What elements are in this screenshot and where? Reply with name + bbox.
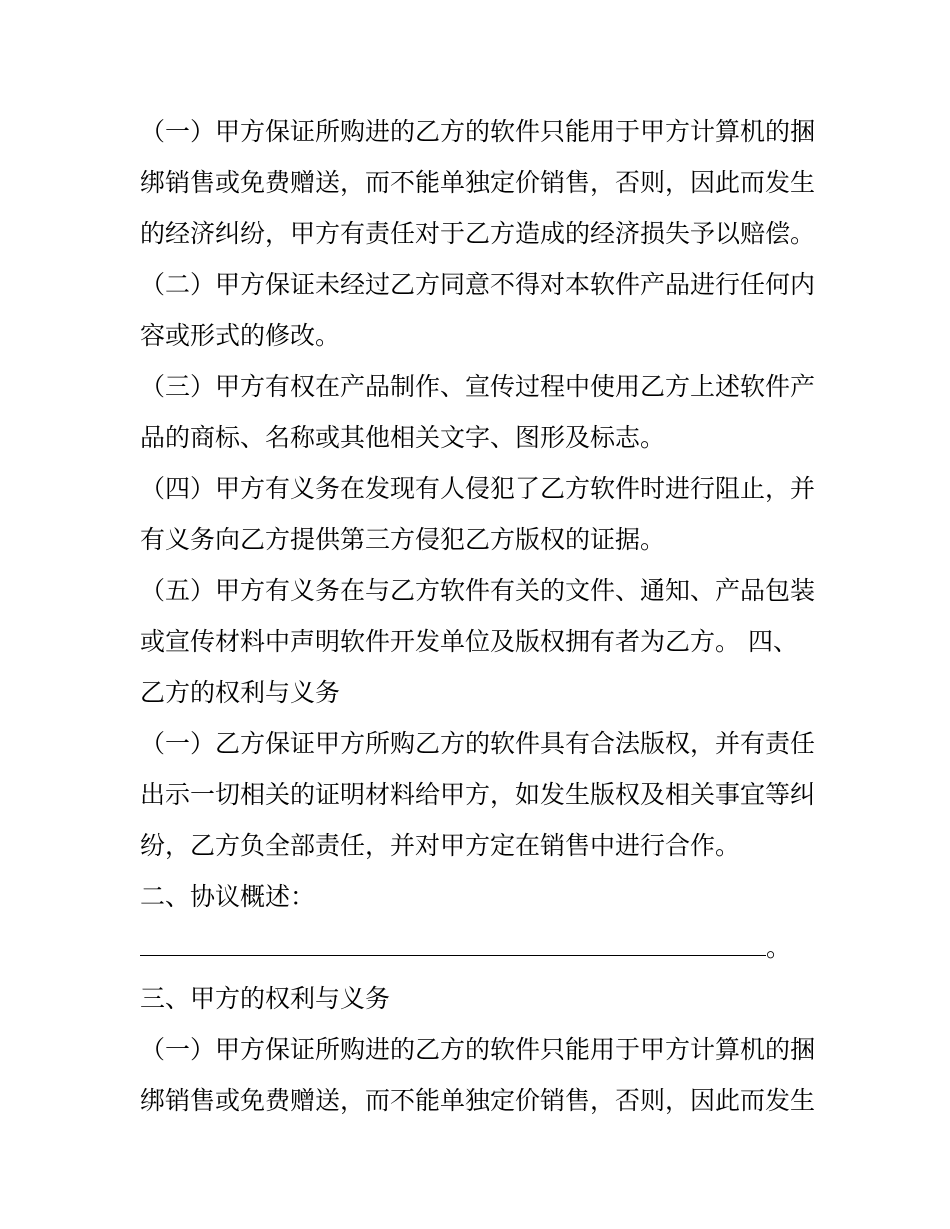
text-line: （一）甲方保证所购进的乙方的软件只能用于甲方计算机的捆 [140, 117, 816, 146]
section-heading: 乙方的权利与义务 [140, 678, 341, 707]
text-line: 品的商标、名称或其他相关文字、图形及标志。 [140, 423, 666, 452]
section-heading: 三、甲方的权利与义务 [140, 984, 391, 1013]
fill-in-blank [140, 922, 820, 973]
text-line: 出示一切相关的证明材料给甲方，如发生版权及相关事宜等纠 [140, 780, 816, 809]
text-line: 的经济纠纷，甲方有责任对于乙方造成的经济损失予以赔偿。 [140, 219, 816, 248]
blank-underline [140, 925, 766, 956]
section-heading: 二、协议概述： [140, 882, 316, 911]
text-line: （一）乙方保证甲方所购乙方的软件具有合法版权，并有责任 [140, 729, 816, 758]
text-line: 绑销售或免费赠送，而不能单独定价销售，否则，因此而发生 [140, 1086, 816, 1115]
text-line: 绑销售或免费赠送，而不能单独定价销售，否则，因此而发生 [140, 168, 816, 197]
text-line: 有义务向乙方提供第三方侵犯乙方版权的证据。 [140, 525, 666, 554]
text-line: 或宣传材料中声明软件开发单位及版权拥有者为乙方。 四、 [140, 627, 798, 656]
blank-suffix: 。 [766, 933, 792, 962]
text-line: （二）甲方保证未经过乙方同意不得对本软件产品进行任何内 [140, 270, 816, 299]
text-line: （一）甲方保证所购进的乙方的软件只能用于甲方计算机的捆 [140, 1035, 816, 1064]
text-line: 容或形式的修改。 [140, 321, 341, 350]
text-line: （四）甲方有义务在发现有人侵犯了乙方软件时进行阻止，并 [140, 474, 816, 503]
text-line: 纷，乙方负全部责任，并对甲方定在销售中进行合作。 [140, 831, 741, 860]
text-line: （五）甲方有义务在与乙方软件有关的文件、通知、产品包装 [140, 576, 816, 605]
document-body [140, 106, 820, 1126]
text-line: （三）甲方有权在产品制作、宣传过程中使用乙方上述软件产 [140, 372, 816, 401]
